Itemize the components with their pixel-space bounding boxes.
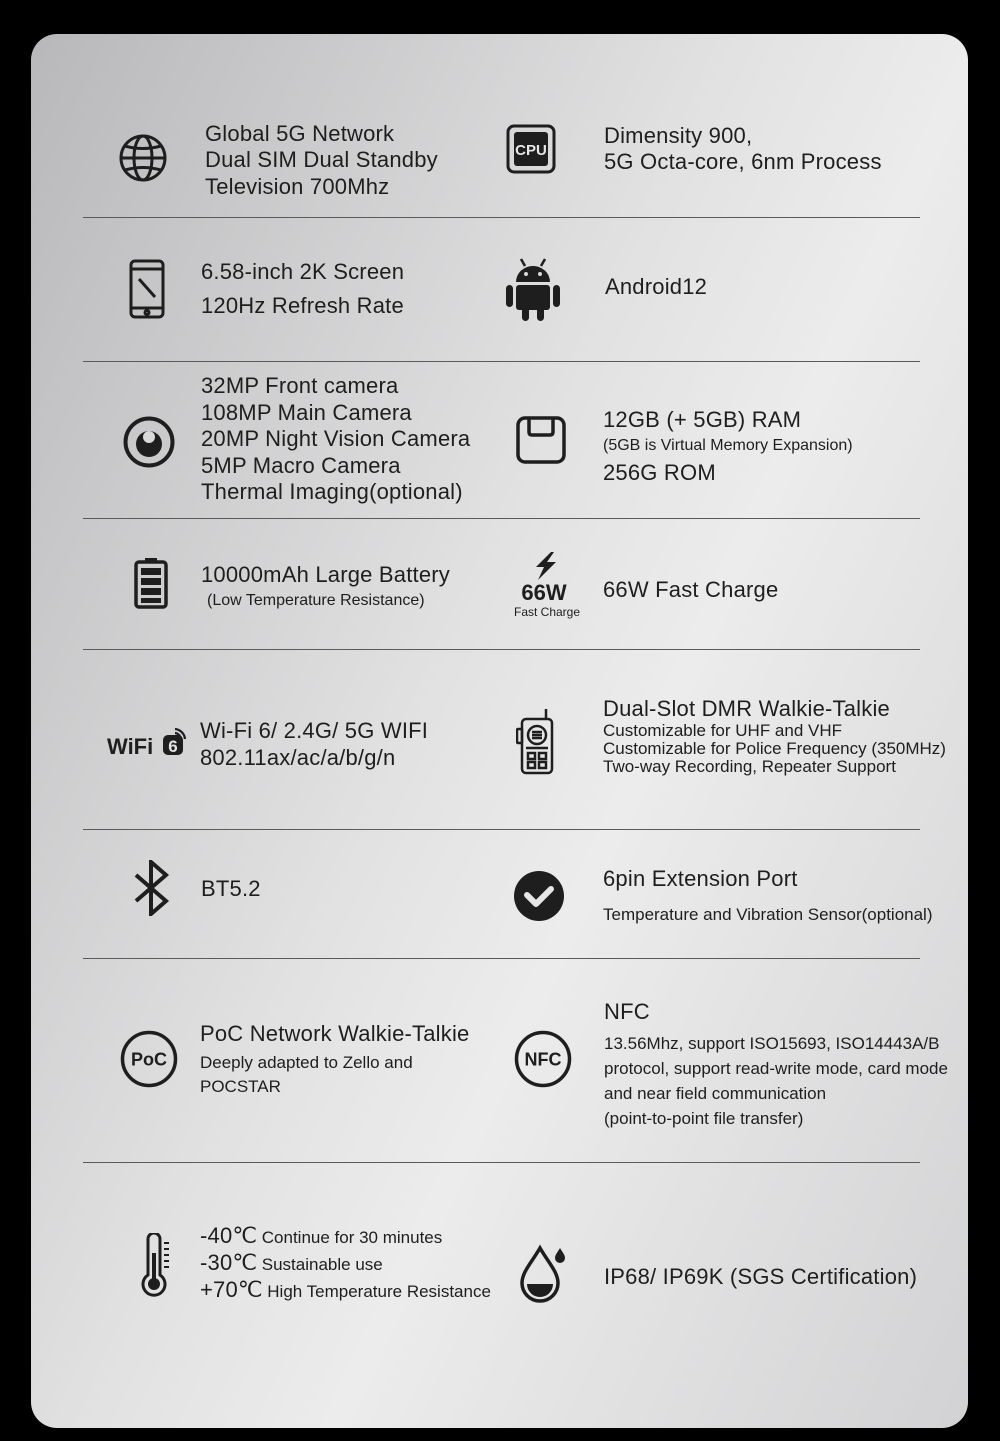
dmr-line: Customizable for Police Frequency (350MHz) bbox=[603, 739, 946, 758]
wifi-line: 802.11ax/ac/a/b/g/n bbox=[200, 745, 396, 770]
battery-line: 10000mAh Large Battery bbox=[201, 562, 450, 587]
divider bbox=[83, 1162, 920, 1163]
dmr-line: Two-way Recording, Repeater Support bbox=[603, 757, 896, 776]
battery-icon bbox=[134, 557, 168, 609]
temp-desc: High Temperature Resistance bbox=[267, 1282, 491, 1301]
port-title: 6pin Extension Port bbox=[603, 866, 798, 891]
camera-icon bbox=[122, 415, 176, 469]
bluetooth-icon bbox=[132, 860, 172, 916]
camera-line: Thermal Imaging(optional) bbox=[201, 479, 463, 504]
android-spec bbox=[605, 274, 707, 300]
cpu-icon bbox=[506, 124, 556, 174]
poc-icon-label: PoC bbox=[131, 1049, 167, 1070]
bt-spec bbox=[201, 876, 261, 902]
battery-note: (Low Temperature Resistance) bbox=[207, 592, 425, 609]
cpu-icon-label: CPU bbox=[515, 142, 547, 159]
ram-note: (5GB is Virtual Memory Expansion) bbox=[603, 437, 853, 454]
lightning-bolt-icon bbox=[536, 552, 556, 580]
temp-row bbox=[200, 1224, 491, 1251]
ip-line: IP68/ IP69K (SGS Certification) bbox=[604, 1264, 918, 1289]
nfc-icon bbox=[514, 1030, 572, 1088]
nfc-spec bbox=[604, 998, 948, 1131]
rom-line: 256G ROM bbox=[603, 460, 716, 485]
temp-desc: Sustainable use bbox=[261, 1255, 383, 1274]
network-spec bbox=[205, 121, 438, 200]
walkie-talkie-icon bbox=[516, 707, 556, 775]
nfc-line: and near field communication bbox=[604, 1084, 827, 1103]
wifi-line: Wi-Fi 6/ 2.4G/ 5G WIFI bbox=[200, 718, 429, 743]
temp-row bbox=[200, 1278, 491, 1305]
temp-value: -40℃ bbox=[200, 1223, 258, 1248]
wifi6-icon bbox=[107, 727, 189, 759]
network-line: Television 700Mhz bbox=[205, 173, 390, 199]
cpu-line: Dimensity 900, bbox=[604, 123, 753, 148]
camera-line: 108MP Main Camera bbox=[201, 399, 412, 425]
camera-line: 32MP Front camera bbox=[201, 373, 399, 398]
divider bbox=[83, 361, 920, 362]
smartphone-icon bbox=[129, 259, 165, 319]
dmr-line: Customizable for UHF and VHF bbox=[603, 721, 843, 740]
screen-line: 120Hz Refresh Rate bbox=[201, 293, 404, 318]
android-icon bbox=[504, 256, 562, 322]
divider bbox=[83, 829, 920, 830]
wifi-icon-label: WiFi bbox=[107, 734, 154, 759]
water-drop-icon bbox=[518, 1244, 568, 1304]
checkmark-icon bbox=[513, 870, 565, 922]
nfc-line: (point-to-point file transfer) bbox=[604, 1109, 804, 1128]
poc-spec bbox=[200, 1020, 469, 1099]
divider bbox=[83, 649, 920, 650]
fast-charge-watts: 66W bbox=[521, 580, 567, 605]
charge-line: 66W Fast Charge bbox=[603, 577, 779, 602]
divider bbox=[83, 217, 920, 218]
screen-line: 6.58-inch 2K Screen bbox=[201, 259, 405, 284]
nfc-icon-label: NFC bbox=[524, 1049, 562, 1070]
port-sub: Temperature and Vibration Sensor(optional) bbox=[603, 905, 933, 924]
nfc-title: NFC bbox=[604, 999, 650, 1024]
temp-value: -30℃ bbox=[200, 1250, 258, 1275]
poc-icon bbox=[120, 1030, 178, 1088]
screen-spec bbox=[201, 255, 404, 323]
memory-card-icon bbox=[516, 416, 566, 464]
port-spec bbox=[603, 865, 933, 926]
poc-line: Deeply adapted to Zello and bbox=[200, 1053, 413, 1072]
temp-desc: Continue for 30 minutes bbox=[261, 1228, 443, 1247]
fast-charge-icon bbox=[511, 550, 583, 622]
globe-icon bbox=[118, 133, 168, 183]
wifi-icon-number: 6 bbox=[168, 737, 178, 756]
memory-spec bbox=[603, 406, 853, 488]
wifi-spec bbox=[200, 717, 428, 771]
temp-value: +70℃ bbox=[200, 1277, 263, 1302]
nfc-line: protocol, support read-write mode, card mode bbox=[604, 1059, 948, 1078]
thermometer-icon bbox=[139, 1233, 173, 1297]
network-line: Dual SIM Dual Standby bbox=[205, 147, 438, 173]
poc-title: PoC Network Walkie-Talkie bbox=[200, 1021, 470, 1046]
charge-spec bbox=[603, 577, 778, 603]
cpu-spec bbox=[604, 123, 882, 176]
dmr-title: Dual-Slot DMR Walkie-Talkie bbox=[603, 696, 890, 721]
divider bbox=[83, 518, 920, 519]
spec-card bbox=[31, 34, 968, 1428]
battery-spec bbox=[201, 561, 450, 613]
android-line: Android12 bbox=[605, 274, 708, 299]
temp-row bbox=[200, 1251, 491, 1278]
ip-spec bbox=[604, 1264, 917, 1290]
dmr-spec bbox=[603, 696, 946, 776]
ram-line: 12GB (+ 5GB) RAM bbox=[603, 407, 802, 432]
cpu-line: 5G Octa-core, 6nm Process bbox=[604, 149, 882, 175]
camera-line: 20MP Night Vision Camera bbox=[201, 426, 471, 451]
divider bbox=[83, 958, 920, 959]
fast-charge-caption: Fast Charge bbox=[513, 605, 581, 619]
camera-spec bbox=[201, 373, 470, 506]
nfc-line: 13.56Mhz, support ISO15693, ISO14443A/B bbox=[604, 1034, 940, 1053]
poc-line: POCSTAR bbox=[200, 1077, 281, 1096]
bt-line: BT5.2 bbox=[201, 876, 261, 901]
temp-spec bbox=[200, 1224, 491, 1305]
camera-line: 5MP Macro Camera bbox=[201, 452, 401, 478]
network-line: Global 5G Network bbox=[205, 121, 395, 146]
